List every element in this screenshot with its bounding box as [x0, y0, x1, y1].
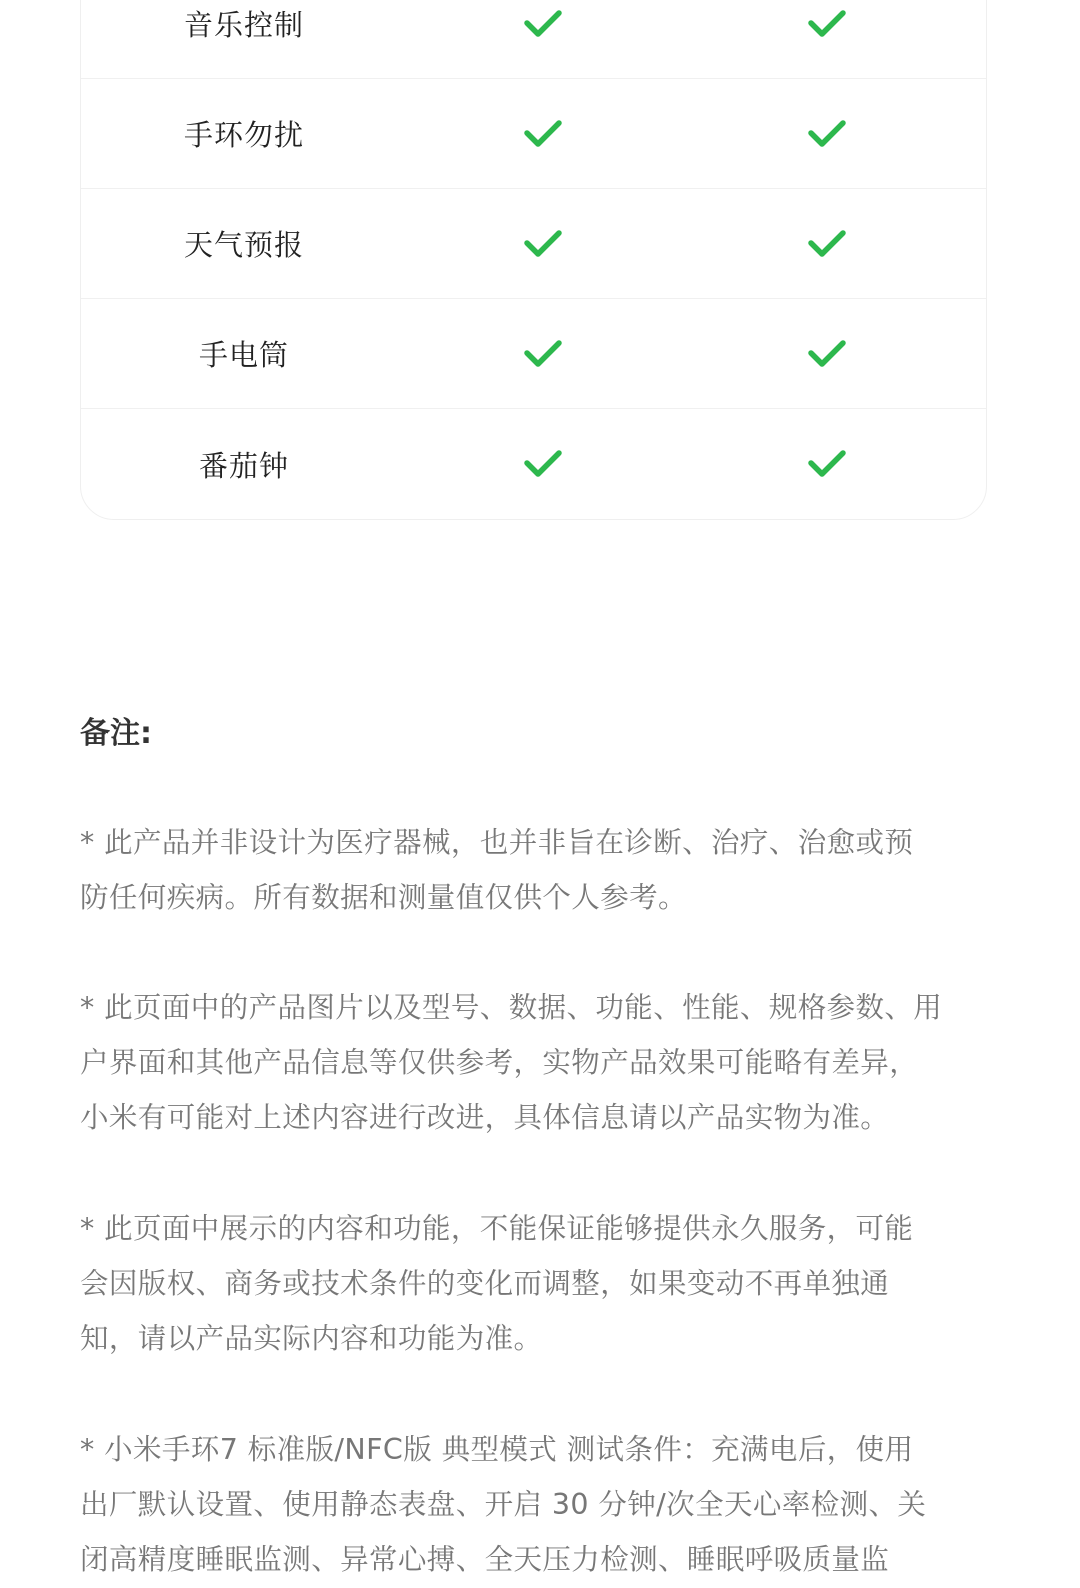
note-line: 小米有可能对上述内容进行改进，具体信息请以产品实物为准。	[80, 1101, 890, 1134]
note-line: 防任何疾病。所有数据和测量值仅供个人参考。	[80, 881, 687, 914]
note-line: * 此页面中展示的内容和功能，不能保证能够提供永久服务，可能	[80, 1212, 914, 1245]
note-paragraph	[80, 1201, 995, 1366]
table-row	[81, 409, 986, 519]
feature-label: 番茄钟	[198, 448, 289, 483]
check-icon	[523, 227, 563, 259]
table-row	[81, 299, 986, 409]
note-paragraph	[80, 1422, 995, 1587]
check-icon	[523, 117, 563, 149]
note-line: 知，请以产品实际内容和功能为准。	[80, 1322, 543, 1355]
check-icon	[807, 117, 847, 149]
note-line: 会因版权、商务或技术条件的变化而调整，如果变动不再单独通	[80, 1267, 890, 1300]
check-icon	[523, 337, 563, 369]
note-line: * 小米手环7 标准版/NFC版 典型模式 测试条件：充满电后，使用	[80, 1433, 914, 1466]
check-icon	[523, 447, 563, 479]
feature-label: 天气预报	[183, 228, 304, 262]
check-icon	[807, 447, 847, 479]
notes-title: 备注:	[80, 716, 152, 751]
check-icon	[807, 7, 847, 39]
feature-comparison-table	[80, 0, 987, 520]
note-line: * 此页面中的产品图片以及型号、数据、功能、性能、规格参数、用	[80, 991, 943, 1024]
note-line: 户界面和其他产品信息等仅供参考，实物产品效果可能略有差异，	[80, 1046, 919, 1079]
table-row	[81, 79, 986, 189]
feature-label: 手环勿扰	[183, 118, 304, 152]
check-icon	[807, 337, 847, 369]
note-line: 闭高精度睡眠监测、异常心搏、全天压力检测、睡眠呼吸质量监	[80, 1543, 890, 1576]
check-icon	[807, 227, 847, 259]
note-paragraph	[80, 980, 995, 1145]
table-row	[81, 0, 986, 79]
note-line: * 此产品并非设计为医疗器械，也并非旨在诊断、治疗、治愈或预	[80, 826, 914, 859]
note-line: 出厂默认设置、使用静态表盘、开启 30 分钟/次全天心率检测、关	[80, 1488, 927, 1521]
feature-label: 音乐控制	[183, 8, 304, 42]
check-icon	[523, 7, 563, 39]
note-paragraph	[80, 815, 995, 925]
table-row	[81, 189, 986, 299]
feature-label: 手电筒	[198, 338, 289, 372]
